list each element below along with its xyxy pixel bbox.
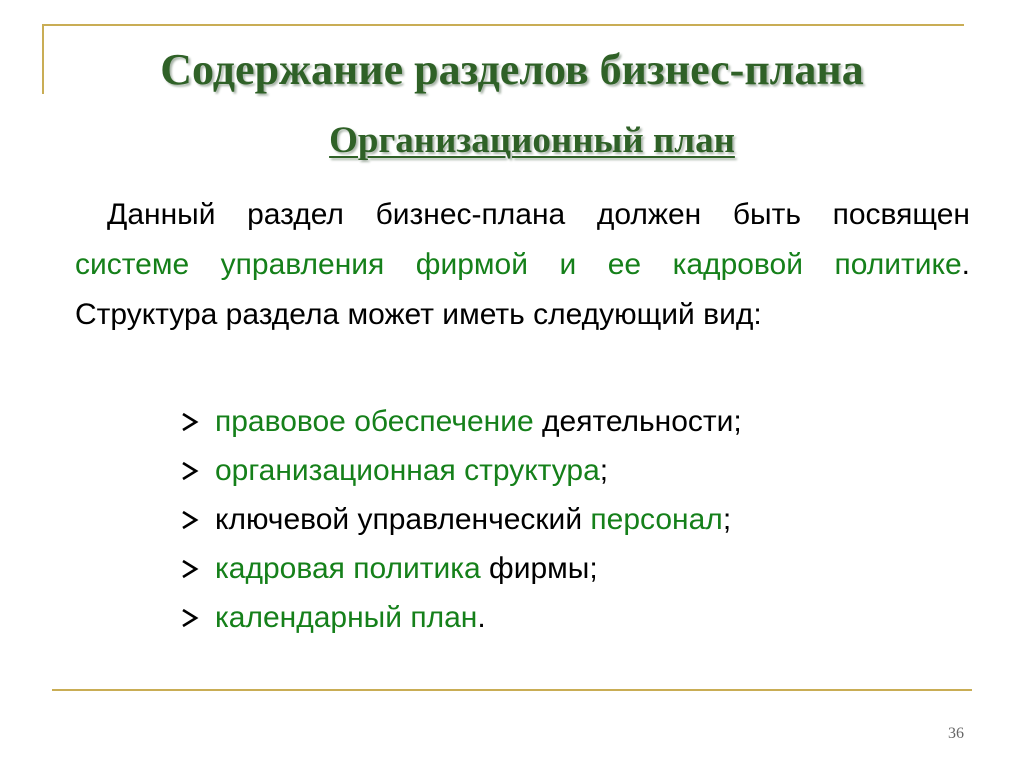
list-item-highlight: правовое обеспечение	[215, 405, 534, 438]
list-item-tail: .	[477, 601, 486, 634]
arrow-bullet-icon	[177, 397, 205, 446]
list-item	[177, 397, 742, 446]
list-item-highlight: календарный план	[215, 601, 478, 634]
structure-list	[177, 397, 742, 642]
list-item	[177, 593, 742, 642]
arrow-bullet-icon	[177, 544, 205, 593]
list-item-prefix: ключевой управленческий	[215, 503, 591, 536]
list-item-tail: деятельности;	[533, 405, 742, 438]
list-item	[177, 544, 742, 593]
list-item	[177, 446, 742, 495]
frame-bottom-line	[52, 689, 972, 691]
arrow-bullet-icon	[177, 593, 205, 642]
list-item-highlight: персонал	[590, 503, 723, 536]
paragraph-highlight: системе управления фирмой и ее кадровой политике	[75, 248, 962, 281]
frame-top-line	[42, 24, 964, 26]
list-item-tail: ;	[599, 454, 609, 487]
list-item-tail: ;	[722, 503, 732, 536]
list-item-tail: фирмы;	[480, 552, 598, 585]
list-item-highlight: организационная структура	[215, 454, 600, 487]
arrow-bullet-icon	[177, 446, 205, 495]
slide-title: Содержание разделов бизнес-плана	[160, 45, 864, 94]
list-item-highlight: кадровая политика	[215, 552, 481, 585]
paragraph-text-start: Данный раздел бизнес-плана должен быть посвящен	[107, 198, 970, 231]
paragraph-text-end: . Структура раздела может иметь следующий вид:	[75, 248, 970, 331]
arrow-bullet-icon	[177, 495, 205, 544]
page-number: 36	[948, 725, 964, 742]
list-item	[177, 495, 742, 544]
slide-subtitle: Организационный план	[329, 120, 735, 161]
intro-paragraph	[75, 190, 970, 340]
